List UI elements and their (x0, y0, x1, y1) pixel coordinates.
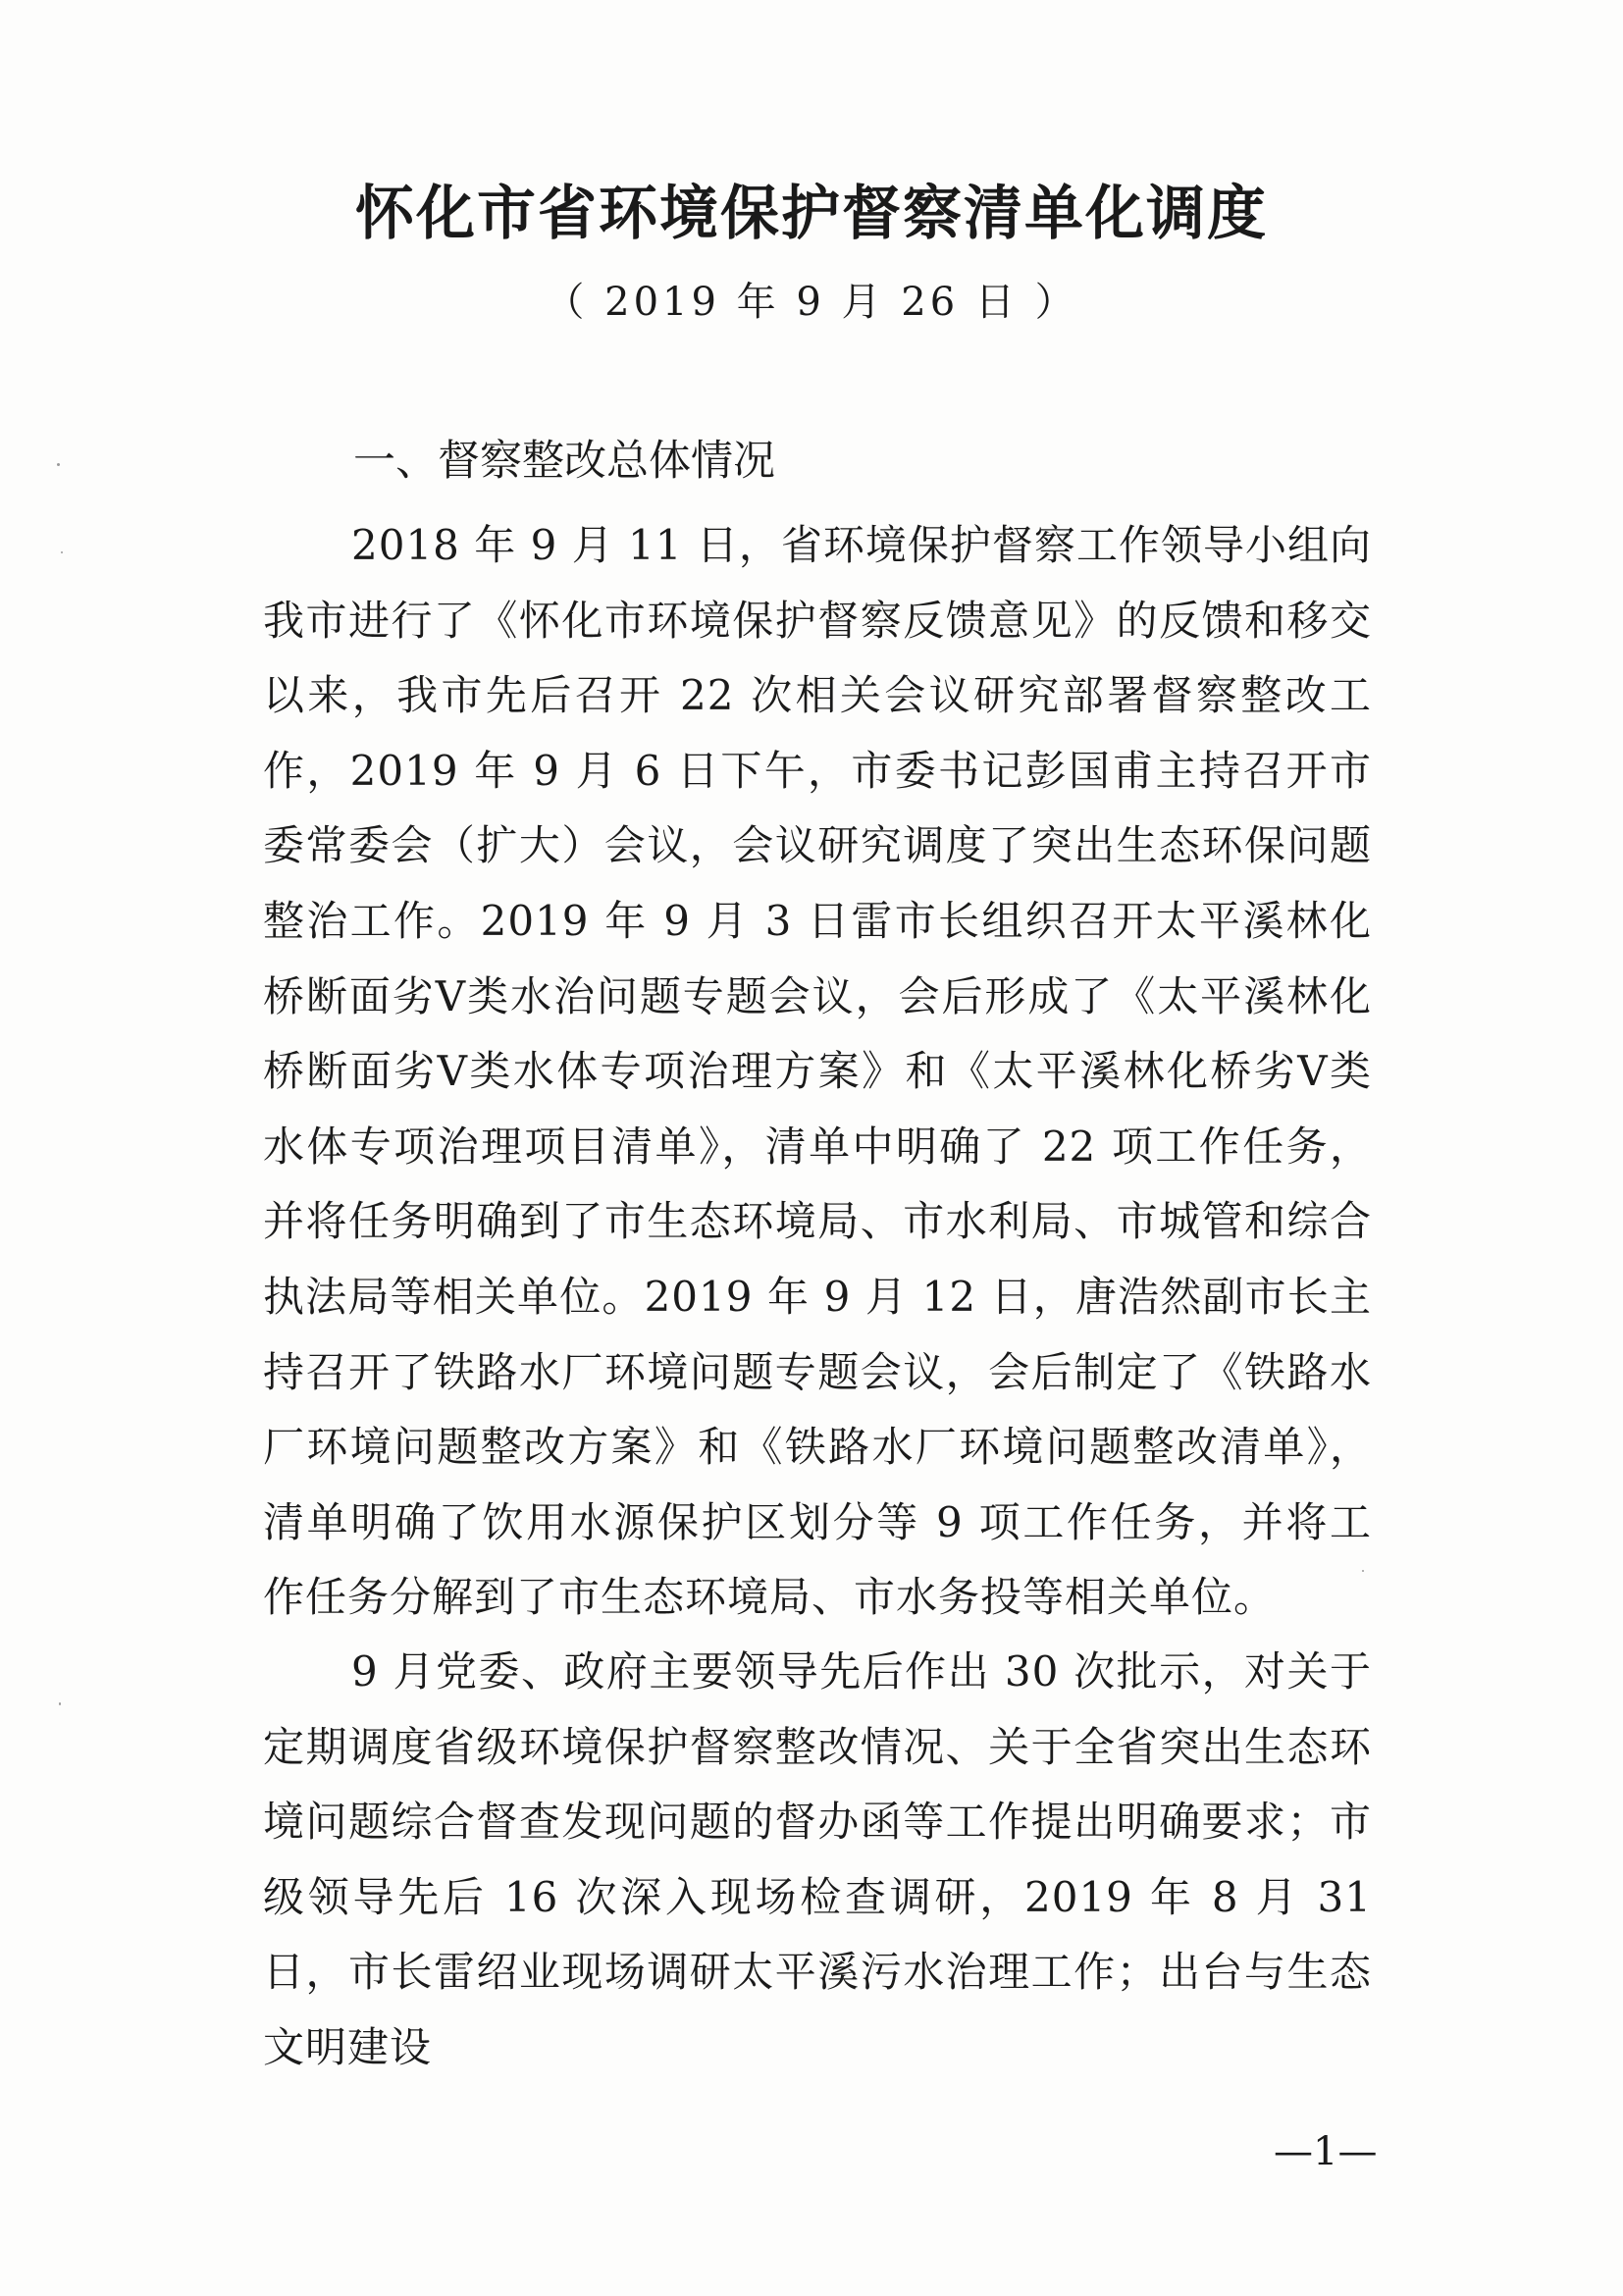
page-number: —1— (1274, 2129, 1378, 2174)
document-date: （ 2019 年 9 月 26 日 ） (545, 280, 1078, 325)
scan-speck (1362, 1570, 1364, 1572)
scan-speck (61, 551, 63, 553)
body-paragraph: 9 月党委、政府主要领导先后作出 30 次批示，对关于定期调度省级环境保护督察整改情况、关于全省突出生态环境问题综合督查发现问题的督办函等工作提出明确要求；市级领导先后 16 次深入现场检查调研，2019 年 8 月 31 日，市长雷绍业现场调研太平溪污水治理工作；出台与生态文明建设 (263, 1647, 1372, 2071)
body-paragraph: 2018 年 9 月 11 日，省环境保护督察工作领导小组向我市进行了《怀化市环境保护督察反馈意见》的反馈和移交以来，我市先后召开 22 次相关会议研究部署督察整改工作，2019 年 9 月 6 日下午，市委书记彭国甫主持召开市委常委会（扩大）会议，会议研究调度了突出生态环保问题整治工作。2019 年 9 月 3 日雷市长组织召开太平溪林化桥断面劣Ⅴ类水治问题专题会议，会后形成了《太平溪林化桥断面劣Ⅴ类水体专项治理方案》和《太平溪林化桥劣Ⅴ类水体专项治理项目清单》，清单中明确了 22 项工作任务，并将任务明确到了市生态环境局、市水利局、市城管和综合执法局等相关单位。2019 年 9 月 12 日，唐浩然副市长主持召开了铁路水厂环境问题专题会议，会后制定了《铁路水厂环境问题整改方案》和《铁路水厂环境问题整改清单》，清单明确了饮用水源保护区划分等 9 项工作任务，并将工作任务分解到了市生态环境局、市水务投等相关单位。 (263, 521, 1372, 1622)
document-title: 怀化市省环境保护督察清单化调度 (355, 180, 1268, 248)
scan-speck (59, 1702, 61, 1705)
section-heading: 一、督察整改总体情况 (353, 437, 775, 486)
scan-speck (57, 463, 60, 466)
